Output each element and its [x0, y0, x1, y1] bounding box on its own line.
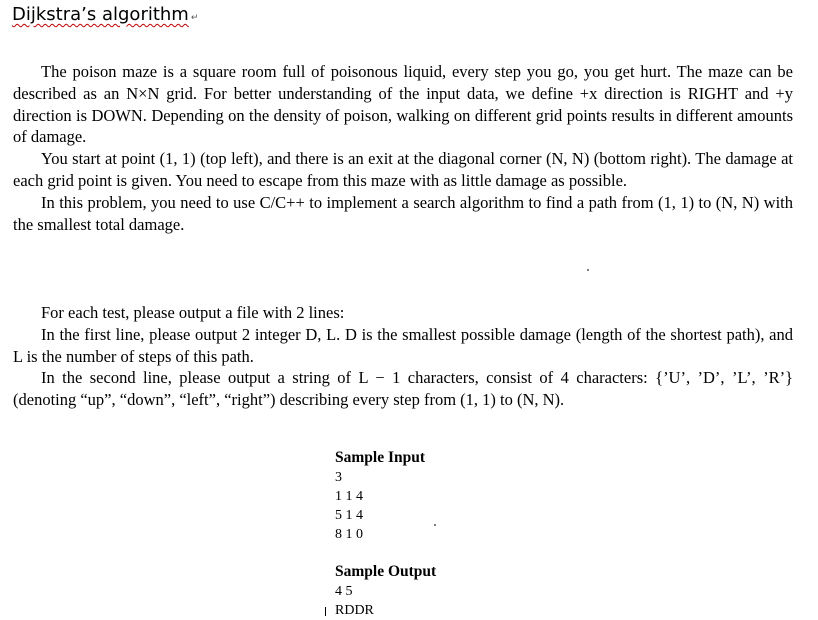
- scan-speck: [434, 524, 436, 526]
- output-paragraph-3: In the second line, please output a string of L − 1 characters, consist of 4 characters: {’U’, ’D’, ’L’, ’R’} (denoting “up”, “down”, “left”, “right”) describing every step from (1, 1) to (N, N).: [13, 368, 793, 410]
- problem-statement: [13, 61, 793, 235]
- paragraph-mark-icon: ↵: [190, 13, 199, 23]
- intro-paragraph-1: The poison maze is a square room full of poisonous liquid, every step you go, you get hurt. The maze can be described as an N×N grid. For better understanding of the input data, we define +x direction is RIGHT and +y direction is DOWN. Depending on the density of poison, walking on different grid points results in different amounts of damage.: [13, 62, 793, 147]
- sample-input-line: 1 1 4: [335, 489, 363, 504]
- intro-paragraph-3: In this problem, you need to use C/C++ to implement a search algorithm to find a path from (1, 1) to (N, N) with the smallest total damage.: [13, 192, 793, 234]
- sample-input-heading: Sample Input: [335, 449, 426, 466]
- sample-input-line: 8 1 0: [335, 527, 363, 542]
- scan-speck: [587, 269, 589, 271]
- sample-input-line: 5 1 4: [335, 508, 363, 523]
- output-paragraph-1: For each test, please output a file with 2 lines:: [41, 303, 345, 322]
- sample-output-block: [335, 562, 436, 620]
- title-text: Dijkstra’s algorithm: [12, 4, 189, 25]
- text-cursor: [325, 607, 326, 616]
- sample-output-line: RDDR: [335, 603, 374, 618]
- output-paragraph-2: In the first line, please output 2 integer D, L. D is the smallest possible damage (length of the shortest path), and L is the number of steps of this path.: [13, 324, 793, 366]
- sample-input-line: 3: [335, 470, 342, 485]
- sample-output-line: 4 5: [335, 584, 353, 599]
- sample-output-heading: Sample Output: [335, 563, 437, 580]
- sample-input-block: [335, 448, 425, 544]
- output-specification: [13, 302, 793, 411]
- document-title: [12, 4, 198, 25]
- intro-paragraph-2: You start at point (1, 1) (top left), and there is an exit at the diagonal corner (N, N) (bottom right). The damage at each grid point is given. You need to escape from this maze with as little damage as possible.: [13, 149, 793, 190]
